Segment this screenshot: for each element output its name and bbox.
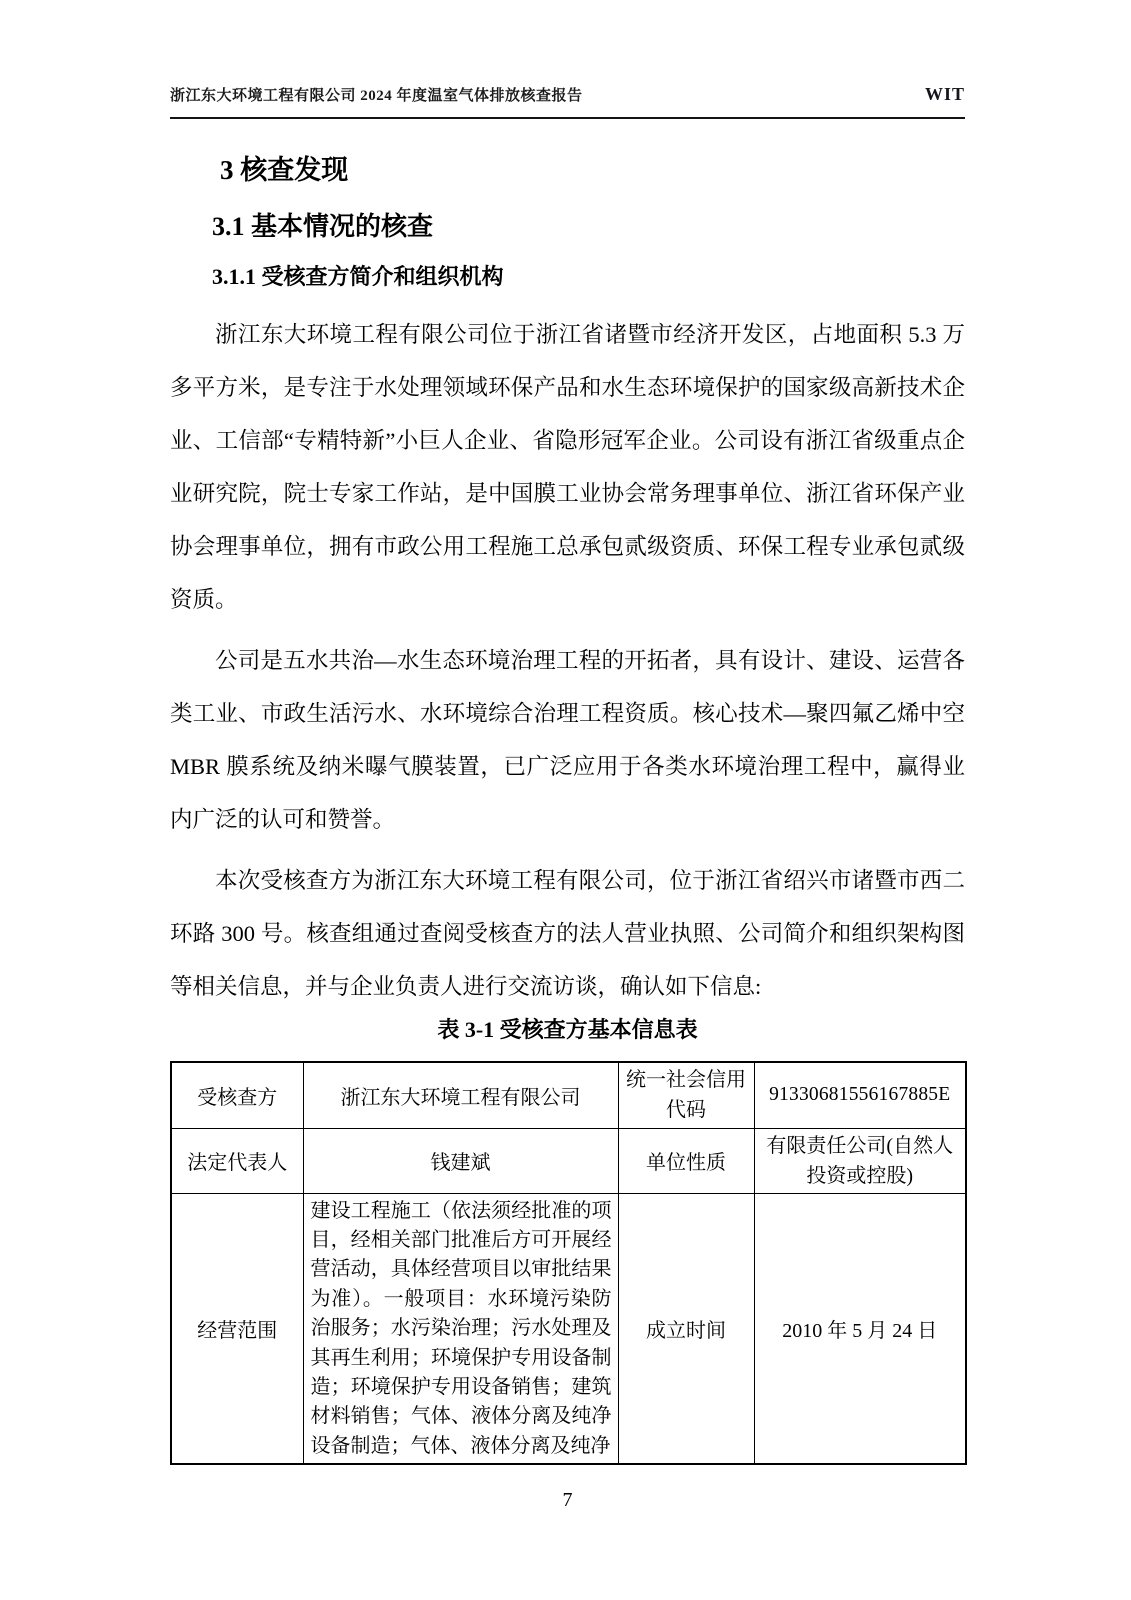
cell-label-credit-code: 统一社会信用代码 xyxy=(618,1062,754,1128)
cell-value-credit-code: 91330681556167885E xyxy=(754,1062,966,1128)
cell-label-legal-representative: 法定代表人 xyxy=(171,1128,303,1193)
cell-value-entity-type: 有限责任公司(自然人投资或控股) xyxy=(754,1128,966,1193)
section-heading-3-1-1: 3.1.1 受核查方简介和组织机构 xyxy=(212,264,504,289)
page-header xyxy=(170,0,965,119)
cell-value-legal-representative: 钱建斌 xyxy=(303,1128,618,1193)
paragraph-company-intro: 浙江东大环境工程有限公司位于浙江省诸暨市经济开发区，占地面积 5.3 万多平方米，是专注于水处理领域环保产品和水生态环境保护的国家级高新技术企业、工信部“专精特新”小巨人企业、省隐形冠军企业。公司设有浙江省级重点企业研究院，院士专家工作站，是中国膜工业协会常务理事单位、浙江省环保产业协会理事单位，拥有市政公用工程施工总承包贰级资质、环保工程专业承包贰级资质。 xyxy=(170,322,965,612)
table-3-1-title: 表 3-1 受核查方基本信息表 xyxy=(437,1017,698,1042)
body-text-block xyxy=(170,308,965,1013)
cell-label-establishment-date: 成立时间 xyxy=(618,1193,754,1464)
cell-value-establishment-date: 2010 年 5 月 24 日 xyxy=(754,1193,966,1464)
table-row xyxy=(171,1128,966,1193)
header-logo-text: WIT xyxy=(924,84,965,104)
paragraph-company-technology: 公司是五水共治—水生态环境治理工程的开拓者，具有设计、建设、运营各类工业、市政生活污水、水环境综合治理工程资质。核心技术—聚四氟乙烯中空 MBR 膜系统及纳米曝气膜装置，已广泛应用于各类水环境治理工程中，赢得业内广泛的认可和赞誉。 xyxy=(170,648,965,832)
cell-label-verified-party: 受核查方 xyxy=(171,1062,303,1128)
table-row xyxy=(171,1062,966,1128)
cell-label-business-scope: 经营范围 xyxy=(171,1193,303,1464)
cell-label-entity-type: 单位性质 xyxy=(618,1128,754,1193)
page-number: 7 xyxy=(562,1489,573,1512)
basic-info-table xyxy=(170,1061,967,1465)
table-row xyxy=(171,1193,966,1464)
header-document-title: 浙江东大环境工程有限公司 2024 年度温室气体排放核查报告 xyxy=(170,88,583,104)
cell-value-verified-party: 浙江东大环境工程有限公司 xyxy=(303,1062,618,1128)
section-heading-3: 3 核查发现 xyxy=(220,155,349,185)
paragraph-verification-scope: 本次受核查方为浙江东大环境工程有限公司，位于浙江省绍兴市诸暨市西二环路 300 号。核查组通过查阅受核查方的法人营业执照、公司简介和组织架构图等相关信息，并与企业负责人进行交流访谈，确认如下信息: xyxy=(170,868,965,999)
section-heading-3-1: 3.1 基本情况的核查 xyxy=(212,212,434,241)
cell-value-business-scope: 建设工程施工（依法须经批准的项目，经相关部门批准后方可开展经营活动，具体经营项目以审批结果为准）。一般项目：水环境污染防治服务；水污染治理；污水处理及其再生利用；环境保护专用设备制造；环境保护专用设备销售；建筑材料销售；气体、液体分离及纯净设备制造；气体、液体分离及纯净 xyxy=(303,1193,618,1464)
